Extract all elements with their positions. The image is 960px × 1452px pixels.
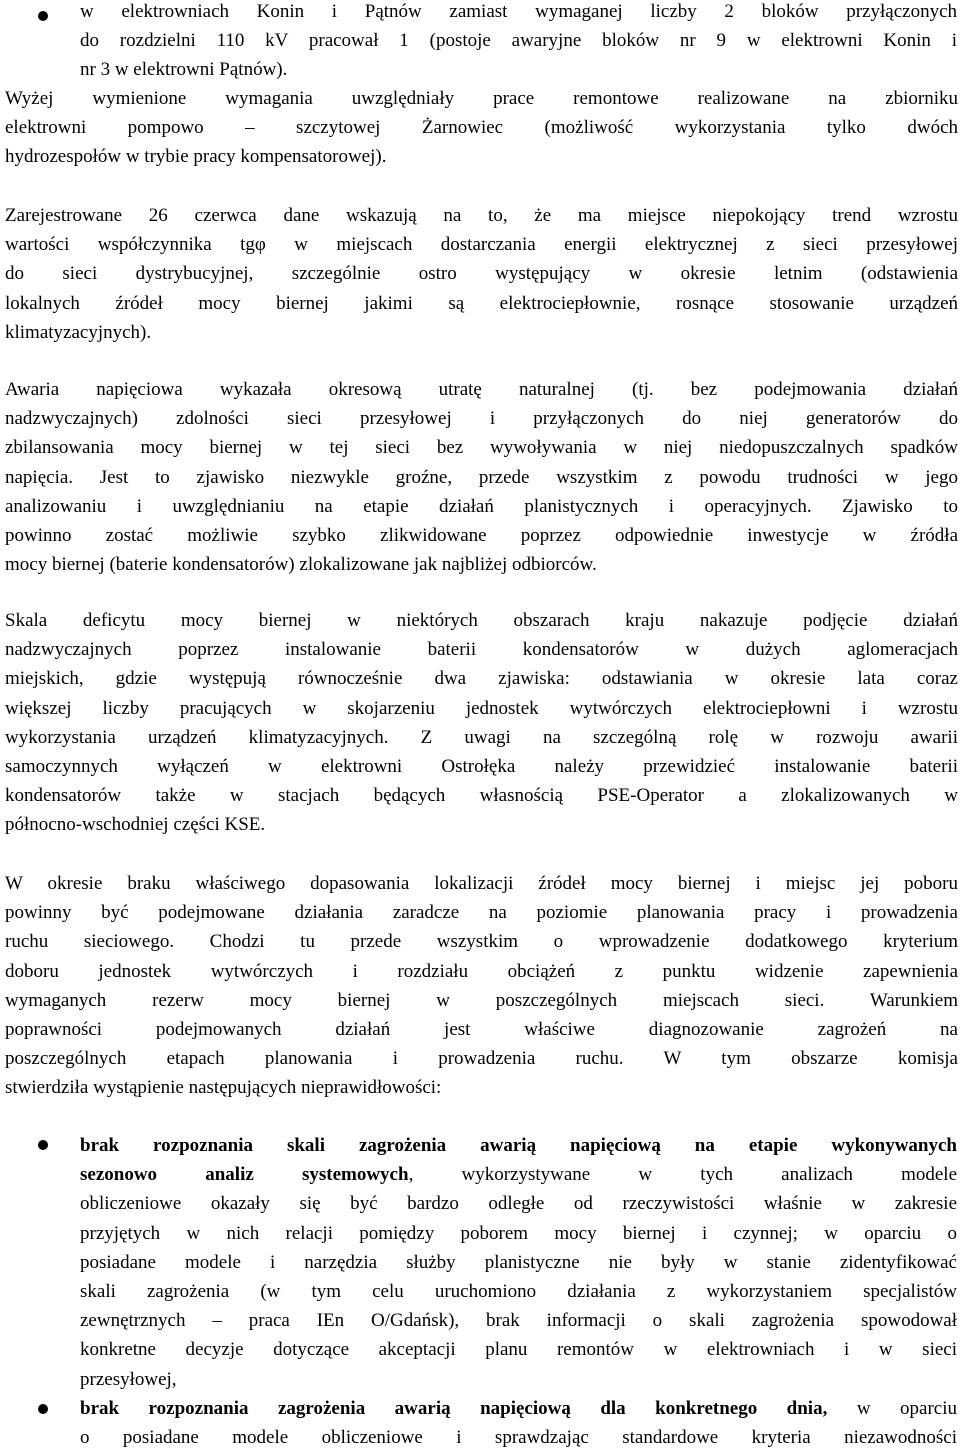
bullet-dot — [38, 1404, 48, 1414]
text-line: elektrowni pompowo – szczytowej Żarnowiec (możliwość wykorzystania tylko dwóch — [5, 117, 958, 139]
text-line: Skala deficytu mocy biernej w niektórych obszarach kraju nakazuje podjęcie działań — [5, 610, 958, 631]
text-line: wymaganych rezerw mocy biernej w poszczególnych miejscach sieci. Warunkiem — [5, 989, 958, 1011]
text-line: mocy biernej (baterie kondensatorów) zlokalizowane jak najbliżej odbiorców. — [5, 554, 597, 576]
bold-text: brak rozpoznania skali zagrożenia awarią napięciową na etapie wykonywanych — [80, 1135, 957, 1156]
text-line: lokalnych źródeł mocy biernej jakimi są elektrociepłownie, rosnące stosowanie urządzeń — [5, 292, 958, 314]
text-line: obliczeniowe okazały się być bardzo odległe od rzeczywistości właśnie w zakresie — [80, 1193, 957, 1215]
bullet-item-konin-patnow — [80, 0, 957, 85]
text-line: poszczególnych etapach planowania i prowadzenia ruchu. W tym obszarze komisja — [5, 1048, 958, 1070]
text-line: Awaria napięciowa wykazała okresową utratę naturalnej (tj. bez podejmowania działań — [5, 379, 958, 400]
text-line: poprawności podejmowanych działań jest właściwe diagnozowanie zagrożeń na — [5, 1019, 958, 1041]
bullet-item-daily-analysis — [80, 1394, 957, 1452]
text-run: w oparciu — [827, 1398, 957, 1419]
text-run: , wykorzystywane w tych analizach modele — [408, 1164, 958, 1186]
text-line: zbilansowania mocy biernej w tej sieci bez wywoływania w niej niedopuszczalnych spadków — [5, 437, 958, 459]
text-line: do rozdzielni 110 kV pracował 1 (postoje awaryjne bloków nr 9 w elektrowni Konin i — [80, 30, 957, 52]
bullet-dot — [38, 11, 48, 21]
text-line: hydrozespołów w trybie pracy kompensatorowej). — [5, 146, 387, 168]
paragraph-voltage-failure — [5, 375, 958, 579]
text-line: doboru jednostek wytwórczych i rozdziału obciążeń z punktu widzenie zapewnienia — [5, 960, 958, 982]
text-line: zewnętrznych – praca IEn O/Gdańsk), brak informacji o skali zagrożenia spowodował — [80, 1310, 957, 1332]
text-line: większej liczby pracujących w skojarzeniu jednostek wytwórczych elektrociepłowni i wzrostu — [5, 697, 958, 719]
text-line: północno-wschodniej części KSE. — [5, 814, 266, 836]
text-line: przesyłowej, — [80, 1368, 177, 1390]
bold-text: brak rozpoznania zagrożenia awarią napięciową dla konkretnego dnia, — [80, 1398, 828, 1419]
text-line: nadzwyczajnych poprzez instalowanie baterii kondensatorów w dużych aglomeracjach — [5, 639, 958, 661]
text-line: miejskich, gdzie występują równocześnie dwa zjawiska: odstawiania w okresie lata coraz — [5, 668, 958, 690]
text-line: do sieci dystrybucyjnej, szczególnie ostro występujący w okresie letnim (odstawienia — [5, 263, 958, 285]
text-line: przyjętych w nich relacji pomiędzy poborem mocy biernej i czynnej; w oparciu o — [80, 1222, 957, 1244]
bullet-dot — [38, 1140, 48, 1150]
text-line: o posiadane modele obliczeniowe i sprawdzając standardowe kryteria niezawodności — [80, 1427, 957, 1449]
text-line: Zarejestrowane 26 czerwca dane wskazują na to, że ma miejsce niepokojący trend wzrostu — [5, 205, 958, 226]
text-line: w elektrowniach Konin i Pątnów zamiast wymaganej liczby 2 bloków przyłączonych — [80, 1, 957, 22]
text-line: nr 3 w elektrowni Pątnów). — [80, 59, 288, 81]
bullet-item-seasonal-analysis — [80, 1131, 957, 1394]
paragraph-reactive-deficit — [5, 606, 958, 840]
text-line: stwierdziła wystąpienie następujących nieprawidłowości: — [5, 1077, 442, 1099]
text-line: samoczynnych wyłączeń w elektrowni Ostrołęka należy przewidzieć instalowanie baterii — [5, 756, 958, 778]
text-line: powinny być podejmowane działania zaradcze na poziomie planowania pracy i prowadzenia — [5, 902, 958, 924]
paragraph-planning-measures — [5, 869, 958, 1103]
text-line: ruchu sieciowego. Chodzi tu przede wszystkim o wprowadzenie dodatkowego kryterium — [5, 931, 958, 953]
text-line: nadzwyczajnych) zdolności sieci przesyłowej i przyłączonych do niej generatorów do — [5, 408, 958, 430]
paragraph-zarnowiec — [5, 84, 958, 172]
text-line: posiadane modele i narzędzia służby planistyczne nie były w stanie zidentyfikować — [80, 1251, 957, 1273]
text-line — [80, 1160, 957, 1189]
text-line: napięcia. Jest to zjawisko niezwykle groźne, przede wszystkim z powodu trudności w jego — [5, 466, 958, 488]
paragraph-tgphi-trend — [5, 201, 958, 347]
text-line: wartości współczynnika tgφ w miejscach dostarczania energii elektrycznej z sieci przesyłowej — [5, 234, 958, 256]
text-line: kondensatorów także w stacjach będących własnością PSE-Operator a zlokalizowanych w — [5, 785, 958, 807]
text-line — [80, 1394, 957, 1423]
text-line: Wyżej wymienione wymagania uwzględniały prace remontowe realizowane na zbiorniku — [5, 88, 958, 109]
text-line: powinno zostać możliwie szybko zlikwidowane poprzez odpowiednie inwestycje w źródła — [5, 525, 958, 547]
text-line: wykorzystania urządzeń klimatyzacyjnych. Z uwagi na szczególną rolę w rozwoju awarii — [5, 726, 958, 748]
text-line: W okresie braku właściwego dopasowania lokalizacji źródeł mocy biernej i miejsc jej poboru — [5, 873, 958, 894]
text-line: klimatyzacyjnych). — [5, 321, 152, 343]
bold-text: sezonowo analiz systemowych — [80, 1164, 409, 1186]
text-line: konkretne decyzje dotyczące akceptacji planu remontów w elektrowniach i w sieci — [80, 1339, 957, 1361]
text-line: analizowaniu i uwzględnianiu na etapie działań planistycznych i operacyjnych. Zjawisko to — [5, 495, 958, 517]
text-line: skali zagrożenia (w tym celu uruchomiono działania z wykorzystaniem specjalistów — [80, 1281, 957, 1303]
text-line — [80, 1131, 957, 1160]
